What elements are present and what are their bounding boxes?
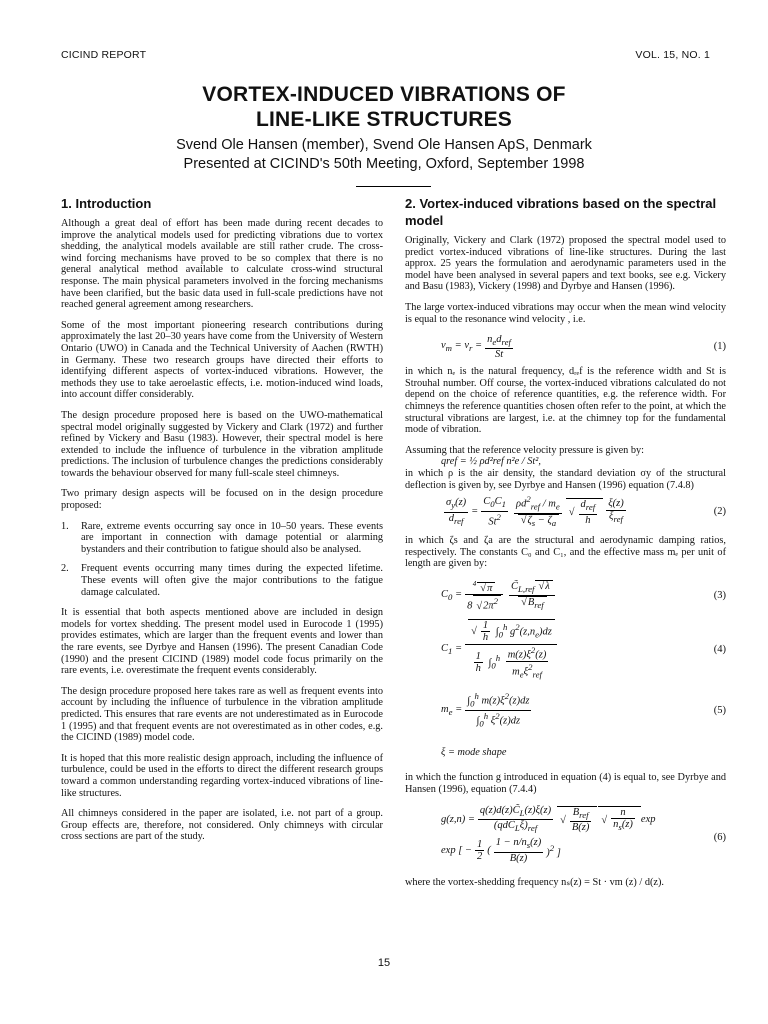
list-item xyxy=(61,521,383,556)
intro-paragraph-3: The design procedure proposed here is based on the UWO-mathematical spectral model originally suggested by Vickery and Clark (1972) and further refined by Vickery and Basu (1983). However, their spectral model is here extended to include the influence of turbulence in the vibration amplitude predictions. The inclusion of turbulence changes the predictions considerably towards the behaviour observed for many full-scale steel chimneys. xyxy=(61,409,383,479)
spectral-paragraph-2: The large vortex-induced vibrations may occur when the mean wind velocity is equal to the resonance wind velocity , i.e. xyxy=(405,301,726,325)
presented-at: Presented at CICIND's 50th Meeting, Oxford, September 1998 xyxy=(183,156,585,172)
equation-number: (2) xyxy=(713,506,726,518)
equation-number: (1) xyxy=(713,341,726,353)
equation-4: $C_1$ = √ $\frac{1}{h}$ $\int_0^h$ $g^2(z,n_e)dz$ $\frac{1}{h}$ $\int_0^h$ $\frac{m(z)\xi^2(z)}{m_e\xi^2_{ref}}$ (4) xyxy=(405,619,726,681)
intro-paragraph-2: Some of the most important pioneering research contributions during approximately the last 20–30 years have come from the University of Western Ontario (UWO) in Canada and the Technical University of Aachen (RWTH) in Germany. These two research groups have directed their efforts to identifying different aspects of vortex-induced vibrations. However, the methods they use to take aeroelastic effects, i.e. motion-induced wind loads, into account differ considerably. xyxy=(61,319,383,401)
left-column xyxy=(61,195,383,852)
paper-title-line2: LINE-LIKE STRUCTURES xyxy=(256,108,512,131)
intro-paragraph-5: It is essential that both aspects mentioned above are included in design models for vortex shedding. The present model used in Eurocode 1 (1995) provides estimates, which are larger than the frequent events and lower than the rare events, see Dyrbye and Hansen (1996). The present Canadian Code (1990) and the present CICIND (1989) model code focus primarily on the rare events, i.e. overestimate the frequent events considerably. xyxy=(61,607,383,677)
authors: Svend Ole Hansen (member), Svend Ole Hansen ApS, Denmark xyxy=(176,137,592,153)
paper-title xyxy=(0,82,768,132)
intro-paragraph-4: Two primary design aspects will be focused on in the design procedure proposed: xyxy=(61,488,383,512)
right-column xyxy=(405,195,726,897)
spectral-paragraph-6: in which the function g introduced in equation (4) is equal to, see Dyrbye and Hansen (1996), equation (7.4.4) xyxy=(405,772,726,796)
design-aspects-list xyxy=(61,521,383,599)
spectral-paragraph-1: Originally, Vickery and Clark (1972) proposed the spectral model used to predict vortex-induced vibrations of line-like structures. During the last approx. 25 years the formulation and aerodynamic parameters used in the model have been analysed in several papers and text books, see e.g. Vickery and Basu (1983), Vickery (1998) and Dyrbye and Hansen (1996). xyxy=(405,235,726,293)
spectral-paragraph-7: where the vortex-shedding frequency nₛ(z) = St · vm (z) / d(z). xyxy=(405,876,664,888)
running-header-left: CICIND REPORT xyxy=(61,49,147,61)
list-item xyxy=(61,563,383,598)
equation-number: (6) xyxy=(713,831,726,843)
spectral-paragraph-4 xyxy=(405,445,726,491)
list-item-number: 1. xyxy=(61,520,69,532)
equation-number: (4) xyxy=(713,644,726,656)
section-heading-introduction: 1. Introduction xyxy=(61,196,152,211)
title-block xyxy=(0,82,768,174)
running-header-right: VOL. 15, NO. 1 xyxy=(635,49,710,61)
equation-3: $C_0$ = $\frac{^4√ \pi}{8√ 2\pi^2}$ $C̃_{L,ref}√$ λ √ $B_{ref}$ (3) xyxy=(405,579,726,613)
equation-5: $m_e$ = $\frac{\int_0^h m(z)\xi^2(z)dz}{\int_0^h \xi^2(z)dz}$ (5) xyxy=(441,691,726,729)
byline xyxy=(0,136,768,174)
intro-paragraph-6: The design procedure proposed here takes rare as well as frequent events into account by including the influence of turbulence in the vibration amplitude predicted. This ensures that rare events are not underestimated as in Eurocode 1 (1995) and that frequent events are not overestimated as in other codes, e.g. the CICIND (1989) model code. xyxy=(61,685,383,744)
page-number: 15 xyxy=(377,957,391,969)
title-divider xyxy=(356,186,431,187)
equation-number: (3) xyxy=(713,590,726,602)
equation-1: $v_m = v_r$ = $\frac{n_ed_{ref}}{St}$ (1) xyxy=(441,333,726,361)
mode-shape-definition: ξ = mode shape xyxy=(441,746,507,758)
velocity-pressure-formula: qref = ½ ρd²ref n²e / St², xyxy=(441,456,541,468)
list-item-text: Frequent events occurring many times during the expected lifetime. These events will often give the major contributions to the fatigue damage calculated. xyxy=(81,563,383,598)
list-item-text: Rare, extreme events occurring say once in 10–50 years. These events are important in connection with damage potential or alarming bystanders and their contribution to fatigue should also be analysed. xyxy=(81,520,383,555)
intro-paragraph-1: Although a great deal of effort has been made during recent decades to improve the analytical models used for predicting vibrations due to vortex shedding, the analytical models available are still rather crude. The cross-wind forcing mechanisms have proved to be so complex that there is no general analytical method available to calculate cross-wind structural response. The main physical parameters involved in the forcing mechanisms have been clarified, but the basic data used in full-scale predictions have not reached general agreement among researchers. xyxy=(61,218,383,311)
equation-2: $\frac{\sigma_y(z)}{d_{ref}}$ = $\frac{C_0C_1}{St^2}$ $\rho d^2_{ref} / m_e$ √ $\zeta_s - \zeta_a$ √ $\frac{d_{ref}}{h}$ $\frac{\xi(z)}{\xi_{ref}}$ (2) xyxy=(405,495,726,529)
equation-number: (5) xyxy=(713,705,726,717)
list-item-number: 2. xyxy=(61,563,69,575)
spectral-paragraph-4b: in which ρ is the air density, the standard deviation σy of the structural deflection is given by, see Dyrbye and Hansen (1996) equation (7.4.8) xyxy=(405,467,726,491)
equation-6: g(z,n) = $\frac{q(z)d(z)C̃_L(z)\xi(z)}{(qdC̃_L\xi)_{ref}}$ √ $\frac{B_{ref}}{B(z)}$ √ $\frac{n}{n_s(z)}$ exp exp [ − $\frac{1}{2}$ ( $\frac{1 - n/n_s(z)}{B(z)}$ )$^2$ ] (6) xyxy=(405,805,726,871)
spectral-paragraph-3: in which nₑ is the natural frequency, dᵣₑf is the reference width and St is Strouhal number. Off course, the vortex-induced vibrations calculated do not depend on the choice of reference quantities, e.g. the reference width. For chimneys the reference quantities chosen often refer to the point, at which the structural vibrations are largest, i.e. at the chimney top for the fundamental mode of vibration. xyxy=(405,366,726,436)
spectral-paragraph-5: in which ζs and ζa are the structural and aerodynamic damping ratios, respectively. The constants C₀ and C₁, and the effective mass mₑ per unit of length are given by: xyxy=(405,535,726,570)
spectral-paragraph-4a: Assuming that the reference velocity pressure is given by: xyxy=(405,444,645,456)
intro-paragraph-8: All chimneys considered in the paper are isolated, i.e. not part of a group. Group effects are, therefore, not considered. Only chimneys with circular cross sections are part of the study. xyxy=(61,808,383,843)
section-heading-spectral-model: 2. Vortex-induced vibrations based on the spectral model xyxy=(405,196,717,228)
intro-paragraph-7: It is hoped that this more realistic design approach, including the influence of turbulence, could be used in the efforts to direct the different research groups toward a common understanding regarding vortex-induced vibrations of line-like structures. xyxy=(61,752,383,799)
paper-title-line1: VORTEX-INDUCED VIBRATIONS OF xyxy=(202,83,566,106)
